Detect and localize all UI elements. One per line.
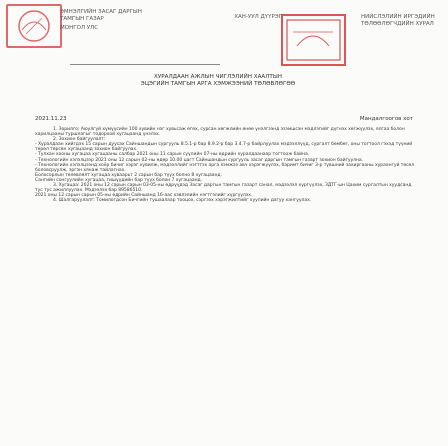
body-paragraph: 2021 оны 12 сарын сарын 05-ны өдрийн Сайншанд 16-аас хэвлэлийн нэгтгэлийг хүргүүлэх. (35, 193, 253, 199)
body-paragraph: - Технологийн хэлэлцээр 2021 оны 12 сарын 02-ны өдөр 10.00 цагт Сайншандын сургууль засаг даргын тамгын газарт зохион байгуулна. (35, 157, 364, 163)
title-line-2: ЭЦЭГИЙН ТАМГЫН АРГА ХЭМЖЭЭНИЙ ТӨЛӨВЛӨГӨӨ (140, 81, 296, 87)
body-paragraph: 1. Зорилго: Аюулгүй хүмүүсийн 100 хувийн нэг хувьсаж өгөх, сурсан хөгжлийн өнөө үнэлгээнд эзэмшсэн мэдлэгийг дүгнэх хөгжүүлэх, ялгаа болон харилцааны туршлагыг тодорхой хугацаанд үнэлэх. (35, 127, 405, 138)
header-divider (70, 64, 220, 65)
document-date: 2021.11.23 (35, 116, 67, 122)
title-line-1: ХУРАЛДААН АЖЛЫН ЧИГЛЭЛИЙН ХААЛТЫН (154, 74, 282, 80)
body-paragraph: 2. Зохион байгуулалт: (53, 137, 106, 143)
document-place: Мандалгоогов хот (359, 116, 413, 122)
body-paragraph: - Хуралдаан хийгдэх 15 сарын дуусах Сайншандын сургууль 8.5.1-р бар 8.9.2-р бар 3.4.7-р байрлуулах мэдээллүүд, сургалт бөмбөг, оны тогтоол гэхэд түүний төрөл төрсөн хугацаанд зохион байгуулах. (35, 142, 413, 153)
document-title (40, 74, 396, 88)
body-paragraph: Сангийн сонгуулийн хугацаа, гишүүдийн бар түүх болон 7 хугацаанд. (35, 177, 203, 183)
body-paragraph: 4. Шалгаруулалт: Томилогдсон Бичгийн тушаалаар тооцох, сэргээх хэрэгжилтийг хуулийн дагуу хангуулах. (53, 198, 312, 204)
right-org-name: НИЙСЛЭЛИЙН ИРГЭДИЙН ТӨЛӨӨЛӨГЧДИЙН ХУРАЛ (361, 14, 435, 27)
body-paragraph: - Технологийн хэлэлцээнд хоёр бичиг хэрэг хувилж, мэдээллийг нэгтгэх арга хэмжээ авч хэрэгжүүлэх, баримт бичиг 3-р түвшний захиргааны хураангуй төсөл боловсруулж, эргэн хянаж тайлагнах. (35, 162, 415, 173)
body-paragraph: - Тулхан хооны хугацаа хугацааны салбар 2021 оны 11 сарын сүүлийн 07-ны өдрийн хуралдаанаар тогтоож байна. (35, 152, 310, 158)
emblem-stamp-right (281, 14, 346, 66)
body-paragraph: 3. Хугацаа: 2021 оны 12 сарын сарын 03-05-ны өдрүүдэд Засаг даргын тамгын газарт санал, мэдээлэл хүргүүлэх, ЗДТГ-ын Цахим сургалтын хуудсанд тус тус ажиллуулах. Мэдээлэх бар 89586510. (35, 183, 412, 194)
document-body (35, 127, 420, 203)
emblem-stamp-left (6, 4, 62, 48)
right-org-prefix: ХАН-УУЛ ДҮҮРЭГ (234, 14, 282, 20)
body-paragraph: Болосорлын төлөвлөлт хугацаа хуваарьт 2 сарын бар түүх болно 8 хугацаанд. (35, 172, 222, 178)
left-org-sub: МОНГОЛ УЛС (60, 25, 99, 31)
left-org-name: ЭМНЭЛГИЙН ЗАСАГ ДАРГЫН ТАМГЫН ГАЗАР (60, 9, 142, 22)
